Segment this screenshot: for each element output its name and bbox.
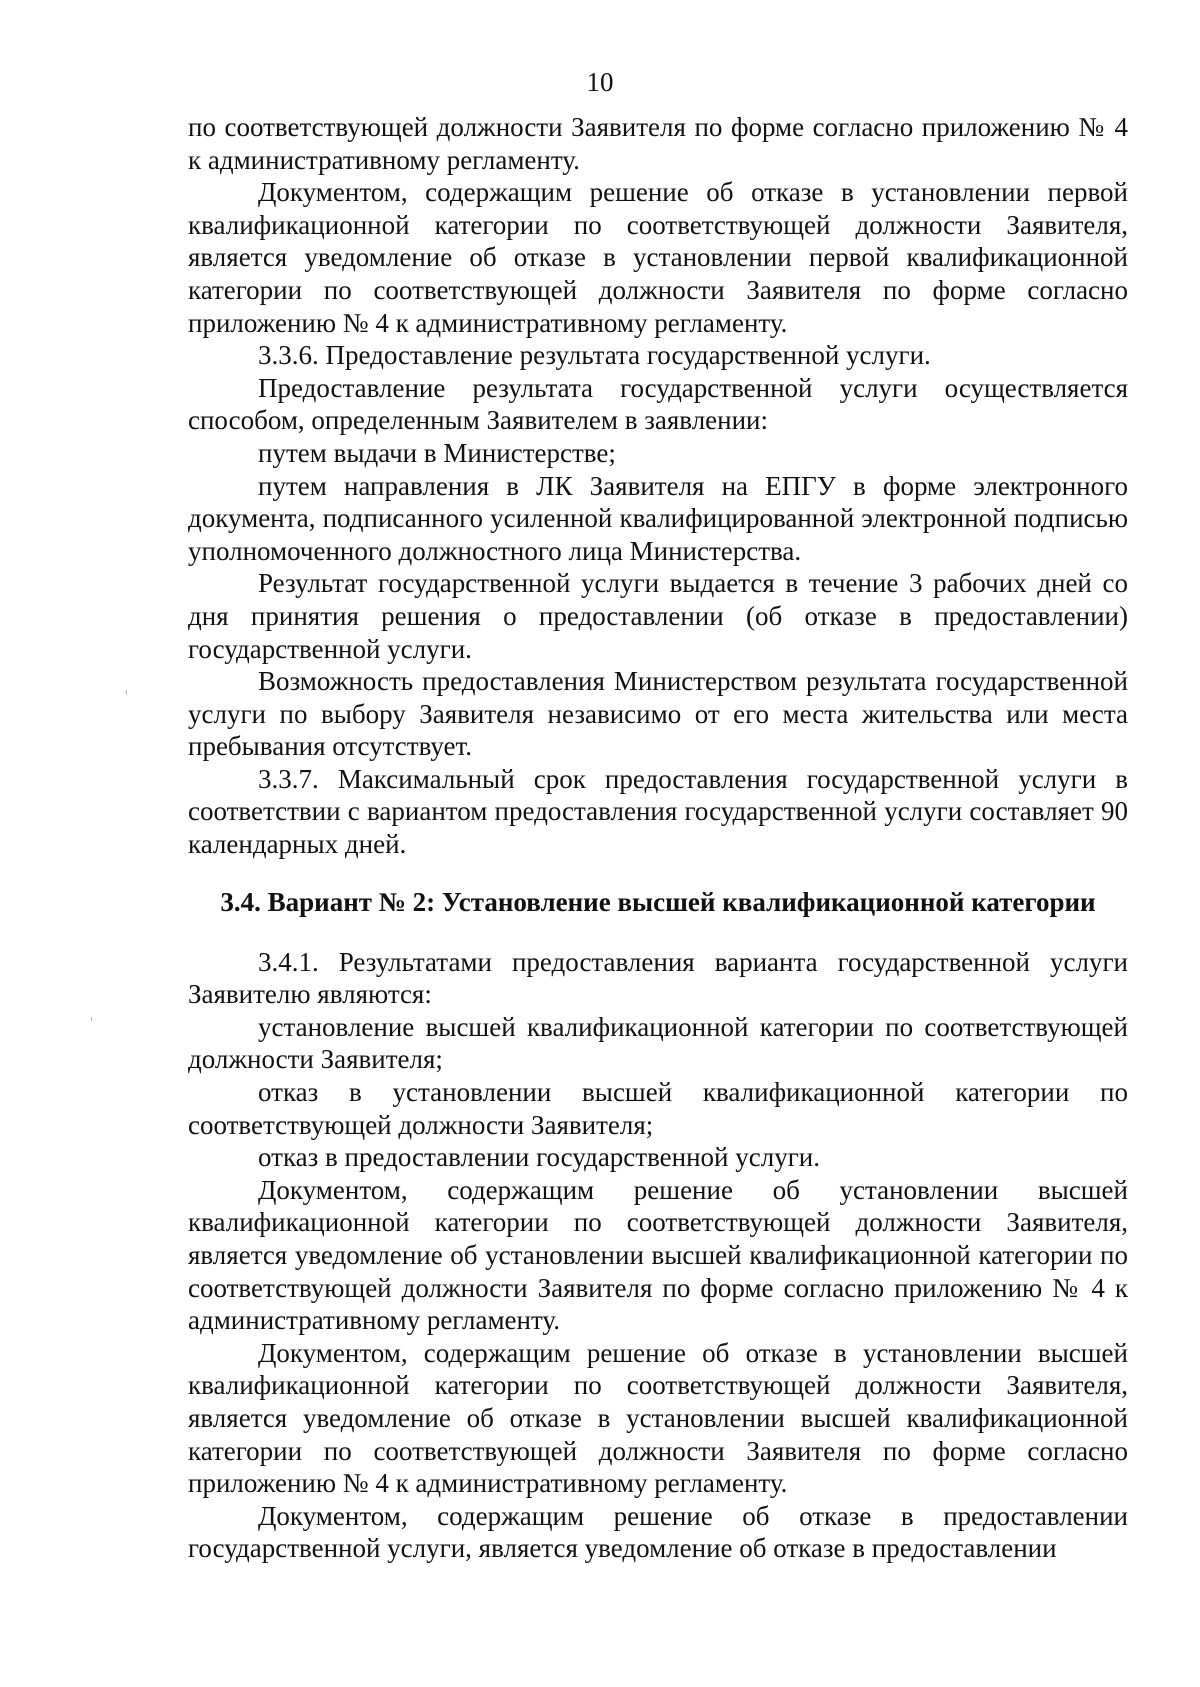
paragraph: Результат государственной услуги выдается в течение 3 рабочих дней со дня принятия решения о предоставлении (об отказе в предоставлении) государственной услуги. (188, 568, 1128, 664)
paragraph: Документом, содержащим решение об установлении высшей квалификационной категории по соответствующей должности Заявителя, является уведомление об установлении высшей квалификационной категории по соответствующей должности Заявителя по форме согласно приложению № 4 к административному регламенту. (188, 1174, 1128, 1336)
paragraph: Возможность предоставления Министерством результата государственной услуги по выбору Заявителя независимо от его места жительства или места пребывания отсутствует. (188, 666, 1128, 762)
paragraph: Предоставление результата государственной услуги осуществляется способом, определенным Заявителем в заявлении: (188, 372, 1128, 436)
document-body (188, 111, 1128, 1565)
paragraph: отказ в установлении высшей квалификационной категории по соответствующей должности Заявителя; (188, 1077, 1128, 1140)
paragraph: 3.3.7. Максимальный срок предоставления государственной услуги в соответствии с вариантом предоставления государственной услуги составляет 90 календарных дней. (188, 763, 1128, 860)
paragraph: Документом, содержащим решение об отказе в установлении первой квалификационной категории по соответствующей должности Заявителя, является уведомление об отказе в установлении первой квалификационной категории по соответствующей должности Заявителя по форме согласно приложению № 4 к административному регламенту. (188, 177, 1128, 338)
page-number: 10 (586, 67, 614, 97)
paragraph-continuation: по соответствующей должности Заявителя по форме согласно приложению № 4 к административному регламенту. (188, 112, 1128, 175)
paragraph: отказ в предоставлении государственной услуги. (258, 1142, 820, 1173)
section-heading: 3.4. Вариант № 2: Установление высшей квалификационной категории (220, 886, 1096, 917)
paragraph: 3.3.6. Предоставление результата государственной услуги. (258, 340, 931, 371)
paragraph: путем выдачи в Министерстве; (258, 437, 616, 468)
paragraph: установление высшей квалификационной категории по соответствующей должности Заявителя; (188, 1011, 1128, 1075)
paragraph-partial: Документом, содержащим решение об отказе в предоставлении государственной услуги, является уведомление об отказе в предоставлении (188, 1500, 1128, 1564)
paragraph: 3.4.1. Результатами предоставления варианта государственной услуги Заявителю являются: (188, 946, 1128, 1010)
scan-mark (91, 1017, 92, 1021)
scan-mark (126, 690, 127, 695)
paragraph: Документом, содержащим решение об отказе в установлении высшей квалификационной категории по соответствующей должности Заявителя, является уведомление об отказе в установлении высшей квалификационной категории по соответствующей должности Заявителя по форме согласно приложению № 4 к административному регламенту. (188, 1337, 1128, 1499)
paragraph: путем направления в ЛК Заявителя на ЕПГУ в форме электронного документа, подписанного усиленной квалифицированной электронной подписью уполномоченного должностного лица Министерства. (188, 470, 1128, 566)
